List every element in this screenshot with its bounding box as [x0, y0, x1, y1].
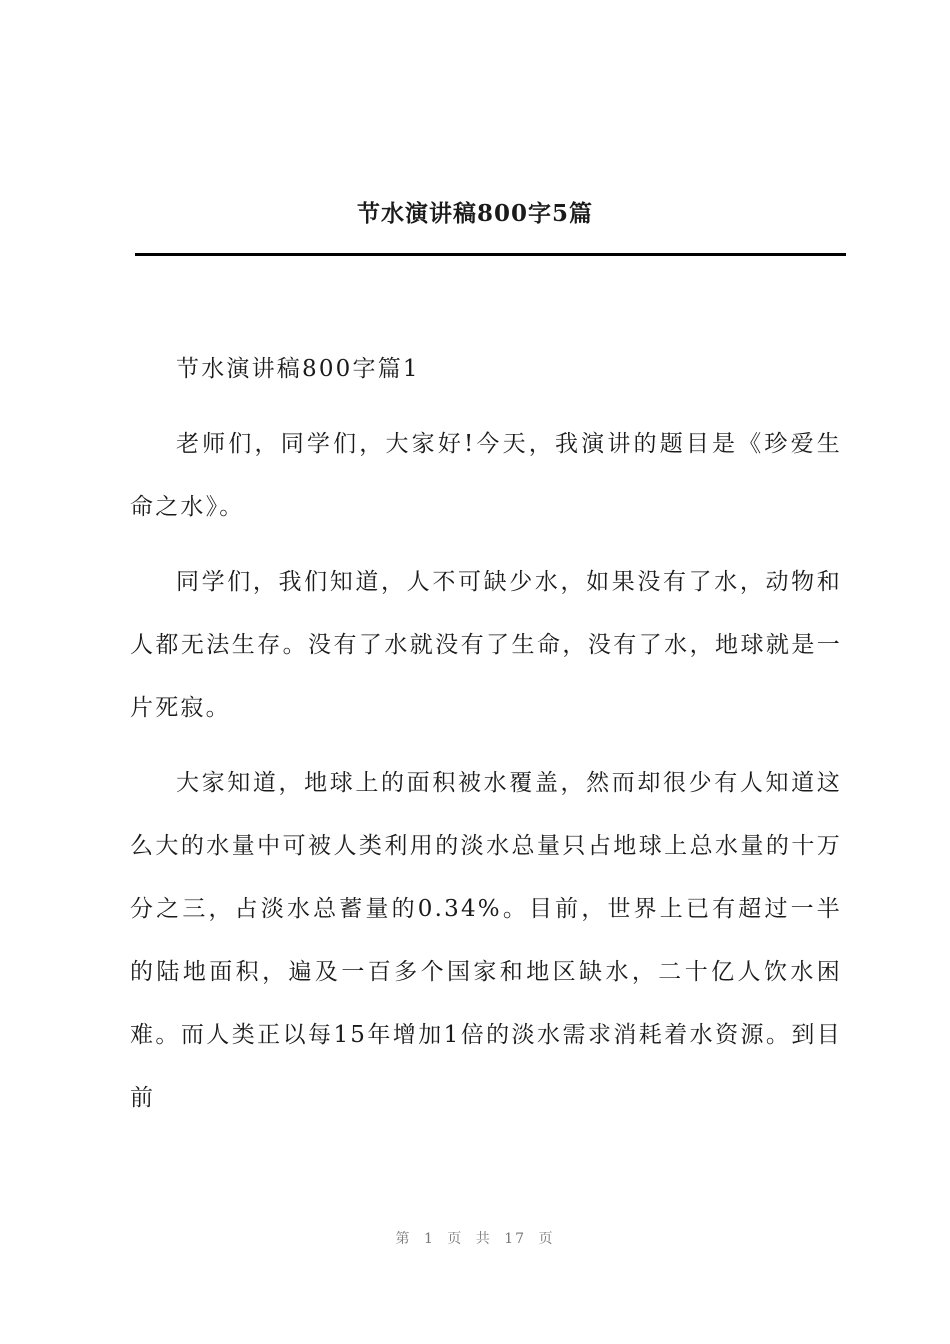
- document-body: [130, 338, 842, 1142]
- paragraph: 老师们，同学们，大家好!今天，我演讲的题目是《珍爱生命之水》。: [130, 431, 842, 520]
- document-title: 节水演讲稿800字5篇: [356, 200, 593, 227]
- title-divider: [135, 253, 846, 256]
- paragraph: 同学们，我们知道，人不可缺少水，如果没有了水，动物和人都无法生存。没有了水就没有了生命，没有了水，地球就是一片死寂。: [130, 569, 842, 721]
- paragraph: 大家知道，地球上的面积被水覆盖，然而却很少有人知道这么大的水量中可被人类利用的淡水总量只占地球上总水量的十万分之三，占淡水总蓄量的0.34%。目前，世界上已有超过一半的陆地面积，遍及一百多个国家和地区缺水，二十亿人饮水困难。而人类正以每15年增加1倍的淡水需求消耗着水资源。到目前: [130, 770, 842, 1111]
- section-heading: 节水演讲稿800字篇1: [176, 356, 420, 382]
- page-footer: 第 1 页 共 17 页: [395, 1231, 555, 1247]
